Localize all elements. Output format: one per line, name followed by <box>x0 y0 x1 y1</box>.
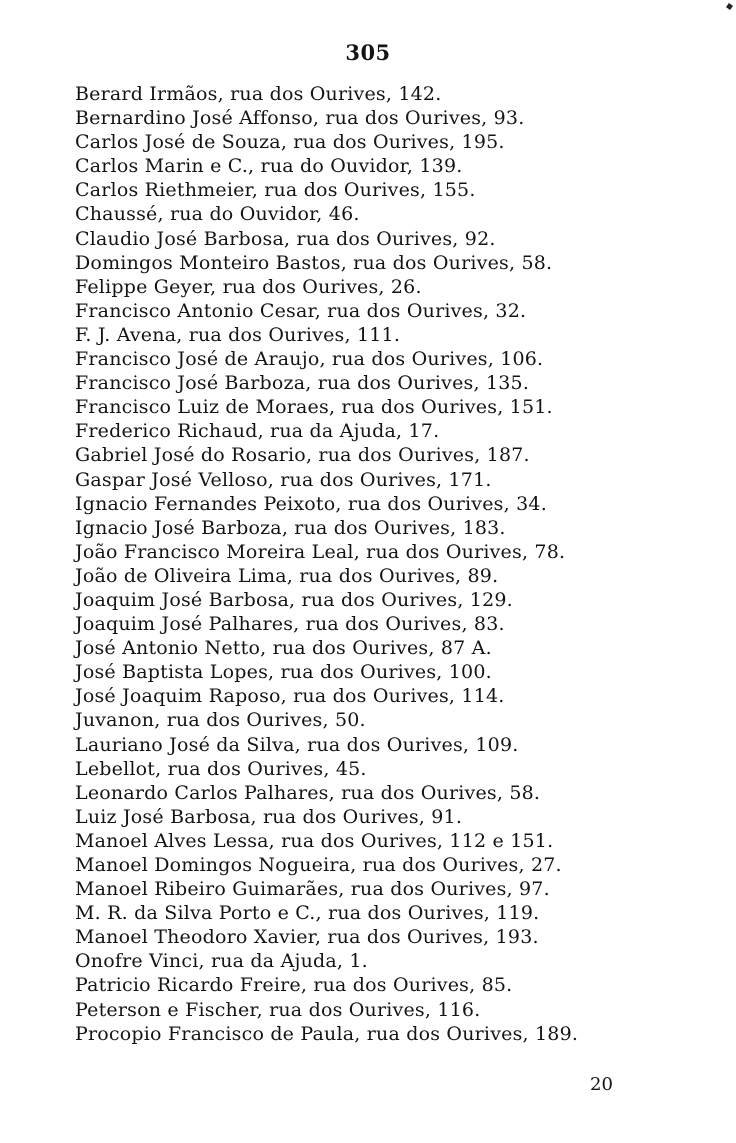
corner-mark <box>726 3 733 10</box>
directory-entry: Luiz José Barbosa, rua dos Ourives, 91. <box>75 805 463 828</box>
directory-entry: José Antonio Netto, rua dos Ourives, 87 A. <box>75 637 492 660</box>
directory-entry: José Baptista Lopes, rua dos Ourives, 100. <box>75 661 492 684</box>
directory-entry: Gabriel José do Rosario, rua dos Ourives, 187. <box>75 444 530 467</box>
directory-entry: Manoel Theodoro Xavier, rua dos Ourives, 193. <box>75 926 539 949</box>
directory-entry: Francisco José de Araujo, rua dos Ourives, 106. <box>75 348 544 371</box>
directory-entry: João Francisco Moreira Leal, rua dos Ourives, 78. <box>75 540 566 563</box>
directory-entry: Carlos Marin e C., rua do Ouvidor, 139. <box>75 155 463 178</box>
directory-entry: Patricio Ricardo Freire, rua dos Ourives, 85. <box>75 974 513 997</box>
directory-entry: Gaspar José Velloso, rua dos Ourives, 171. <box>75 468 492 491</box>
directory-entry: Carlos José de Souza, rua dos Ourives, 195. <box>75 131 505 154</box>
directory-entry: Peterson e Fischer, rua dos Ourives, 116. <box>75 998 481 1021</box>
directory-entry: Joaquim José Palhares, rua dos Ourives, 83. <box>75 613 505 636</box>
page-number: 305 <box>345 40 391 65</box>
directory-entry: Procopio Francisco de Paula, rua dos Ourives, 189. <box>75 1022 579 1045</box>
directory-entry: Francisco Luiz de Moraes, rua dos Ourives, 151. <box>75 396 553 419</box>
directory-entry: Onofre Vinci, rua da Ajuda, 1. <box>75 950 368 973</box>
directory-entry: F. J. Avena, rua dos Ourives, 111. <box>75 323 401 346</box>
directory-entry: Leonardo Carlos Palhares, rua dos Ourives, 58. <box>75 781 541 804</box>
signature-mark: 20 <box>590 1074 613 1095</box>
directory-entry: Manoel Domingos Nogueira, rua dos Ourives, 27. <box>75 854 562 876</box>
directory-entry: Joaquim José Barbosa, rua dos Ourives, 129. <box>75 588 513 611</box>
directory-entry: Manoel Alves Lessa, rua dos Ourives, 112 e 151. <box>75 829 554 852</box>
directory-entry: M. R. da Silva Porto e C., rua dos Ourives, 119. <box>75 902 540 925</box>
directory-entry: José Joaquim Raposo, rua dos Ourives, 114. <box>75 685 505 708</box>
directory-entry: Manoel Ribeiro Guimarães, rua dos Ourives, 97. <box>75 878 550 901</box>
directory-entry: Claudio José Barbosa, rua dos Ourives, 92. <box>75 227 496 250</box>
directory-entry: Lebellot, rua dos Ourives, 45. <box>75 757 367 780</box>
directory-entry: Bernardino José Affonso, rua dos Ourives, 93. <box>75 107 525 130</box>
directory-entry: Felippe Geyer, rua dos Ourives, 26. <box>75 275 422 298</box>
directory-entry: Lauriano José da Silva, rua dos Ourives, 109. <box>75 733 519 756</box>
directory-entry: Chaussé, rua do Ouvidor, 46. <box>75 203 360 226</box>
directory-entry: Juvanon, rua dos Ourives, 50. <box>75 709 366 732</box>
directory-list <box>75 82 635 1046</box>
directory-entry: Francisco Antonio Cesar, rua dos Ourives, 32. <box>75 299 527 322</box>
directory-entry: Ignacio José Barboza, rua dos Ourives, 183. <box>75 516 506 539</box>
directory-entry: João de Oliveira Lima, rua dos Ourives, 89. <box>75 564 499 587</box>
directory-entry: Domingos Monteiro Bastos, rua dos Ourives, 58. <box>75 251 553 274</box>
directory-entry: Francisco José Barboza, rua dos Ourives, 135. <box>75 372 530 395</box>
directory-entry: Carlos Riethmeier, rua dos Ourives, 155. <box>75 179 476 202</box>
directory-entry: Frederico Richaud, rua da Ajuda, 17. <box>75 420 440 443</box>
directory-entry: Ignacio Fernandes Peixoto, rua dos Ourives, 34. <box>75 492 547 515</box>
directory-entry: Berard Irmãos, rua dos Ourives, 142. <box>75 83 442 105</box>
